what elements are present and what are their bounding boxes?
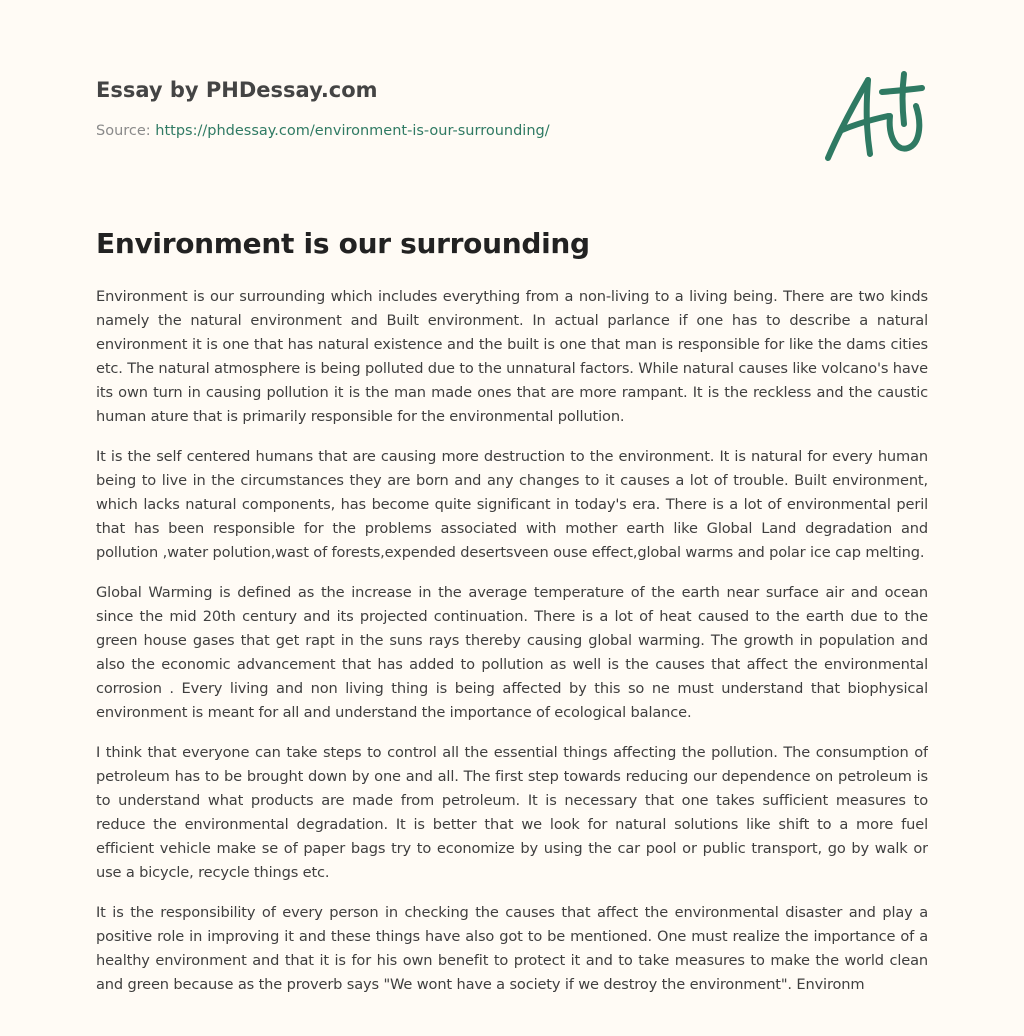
a-plus-logo-icon — [818, 64, 930, 168]
essay-paragraph: It is the self centered humans that are causing more destruction to the environment. It is natural for every human being to live in the circumstances they are born and any changes to it causes a lot of trouble. Built environment, which lacks natural components, has become quite significant in today's era. There is a lot of environmental peril that has been responsible for the problems associated with mother earth like Global Land degradation and pollution ,water polution,wast of forests,expended desertsveen ouse effect,global warms and polar ice cap melting. — [96, 448, 928, 561]
source-link[interactable]: https://phdessay.com/environment-is-our-surrounding/ — [155, 123, 550, 139]
essay-paragraph: I think that everyone can take steps to control all the essential things affecting the pollution. The consumption of petroleum has to be brought down by one and all. The first step towards reducing our dependence on petroleum is to understand what products are made from petroleum. It is necessary that one takes sufficient measures to reduce the environmental degradation. It is better that we look for natural solutions like shift to a more fuel efficient vehicle make se of paper bags try to economize by using the car pool or public transport, go by walk or use a bicycle, recycle things etc. — [96, 744, 928, 881]
essay-paragraph: It is the responsibility of every person in checking the causes that affect the environmental disaster and play a positive role in improving it and these things have also got to be mentioned. One must realize the importance of a healthy environment and that it is for his own benefit to protect it and to take measures to make the world clean and green because as the proverb says "We wont have a society if we destroy the environment". Environm — [96, 904, 928, 993]
source-label: Source: — [96, 123, 156, 139]
essay-title: Environment is our surrounding — [96, 227, 590, 260]
essay-paragraph: Global Warming is defined as the increase in the average temperature of the earth near surface air and ocean since the mid 20th century and its projected continuation. There is a lot of heat caused to the earth due to the green house gases that get rapt in the suns rays thereby causing global warming. The growth in population and also the economic advancement that has added to pollution as well is the causes that affect the environmental corrosion . Every living and non living thing is being affected by this so ne must understand that biophysical environment is meant for all and understand the importance of ecological balance. — [96, 584, 928, 721]
source-line — [96, 121, 716, 141]
site-brand: Essay by PHDessay.com — [96, 78, 378, 102]
essay-paragraph: Environment is our surrounding which includes everything from a non-living to a living being. There are two kinds namely the natural environment and Built environment. In actual parlance if one has to describe a natural environment it is one that has natural existence and the built is one that man is responsible for like the dams cities etc. The natural atmosphere is being polluted due to the unnatural factors. While natural causes like volcano's have its own turn in causing pollution it is the man made ones that are more rampant. It is the reckless and the caustic human ature that is primarily responsible for the environmental pollution. — [96, 288, 928, 425]
essay-header — [96, 72, 716, 141]
essay-body — [96, 285, 928, 1036]
